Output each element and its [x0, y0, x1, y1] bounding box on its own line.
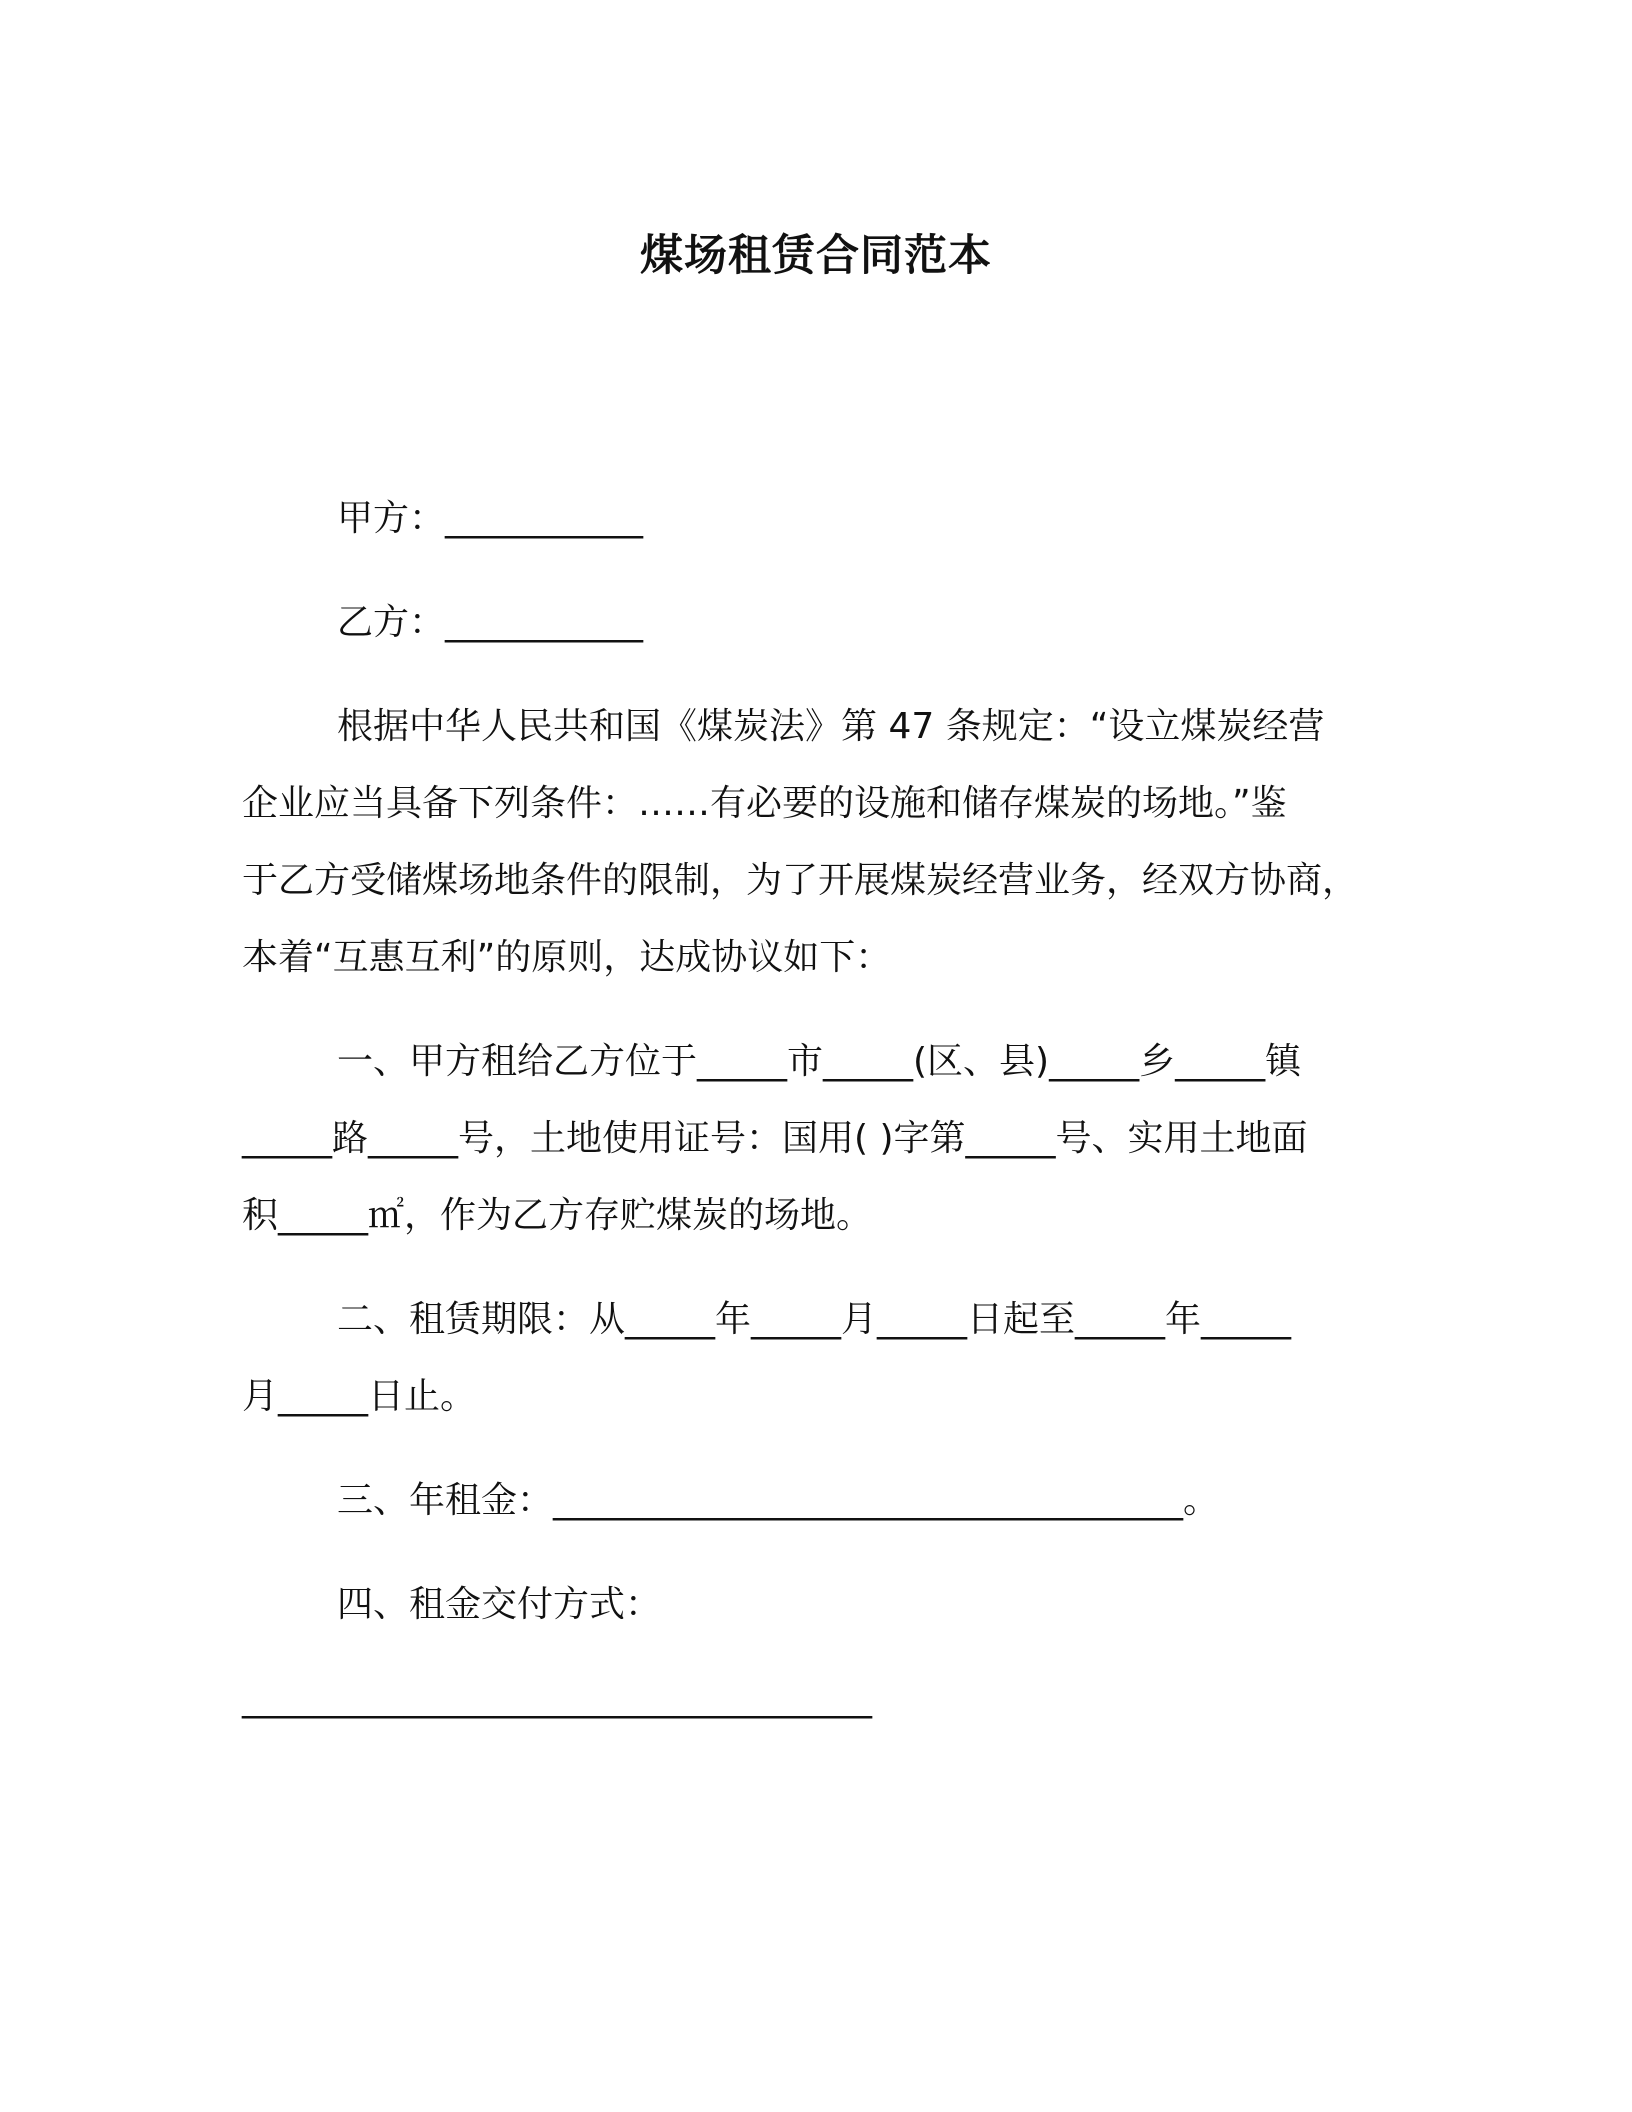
- clause-4-blank-line: ___________________________________: [242, 1678, 872, 1719]
- clause-1-line-1: 一、甲方租给乙方位于_____市_____(区、县)_____乡_____镇: [337, 1041, 1302, 1082]
- clause-1-line-3: 积_____㎡，作为乙方存贮煤炭的场地。: [242, 1195, 873, 1236]
- preamble-line-1: 根据中华人民共和国《煤炭法》第 47 条规定：“设立煤炭经营: [337, 706, 1325, 747]
- party-b-line: 乙方：___________: [337, 602, 644, 643]
- clause-1-line-2: _____路_____号，土地使用证号：国用( )字第_____号、实用土地面: [242, 1118, 1308, 1159]
- clause-3-line: 三、年租金：___________________________________。: [337, 1480, 1220, 1521]
- clause-2-line-1: 二、租赁期限：从_____年_____月_____日起至_____年_____: [337, 1299, 1292, 1340]
- preamble-line-2: 企业应当具备下列条件：……有必要的设施和储存煤炭的场地。”鉴: [242, 783, 1287, 824]
- preamble-line-3: 于乙方受储煤场地条件的限制，为了开展煤炭经营业务，经双方协商，: [242, 860, 1359, 901]
- clause-4-line: 四、租金交付方式：: [337, 1584, 662, 1625]
- document-title: 煤场租赁合同范本: [640, 231, 992, 281]
- party-a-line: 甲方：___________: [337, 498, 644, 539]
- preamble-line-4: 本着“互惠互利”的原则，达成协议如下：: [242, 937, 892, 978]
- clause-2-line-2: 月_____日止。: [242, 1376, 477, 1417]
